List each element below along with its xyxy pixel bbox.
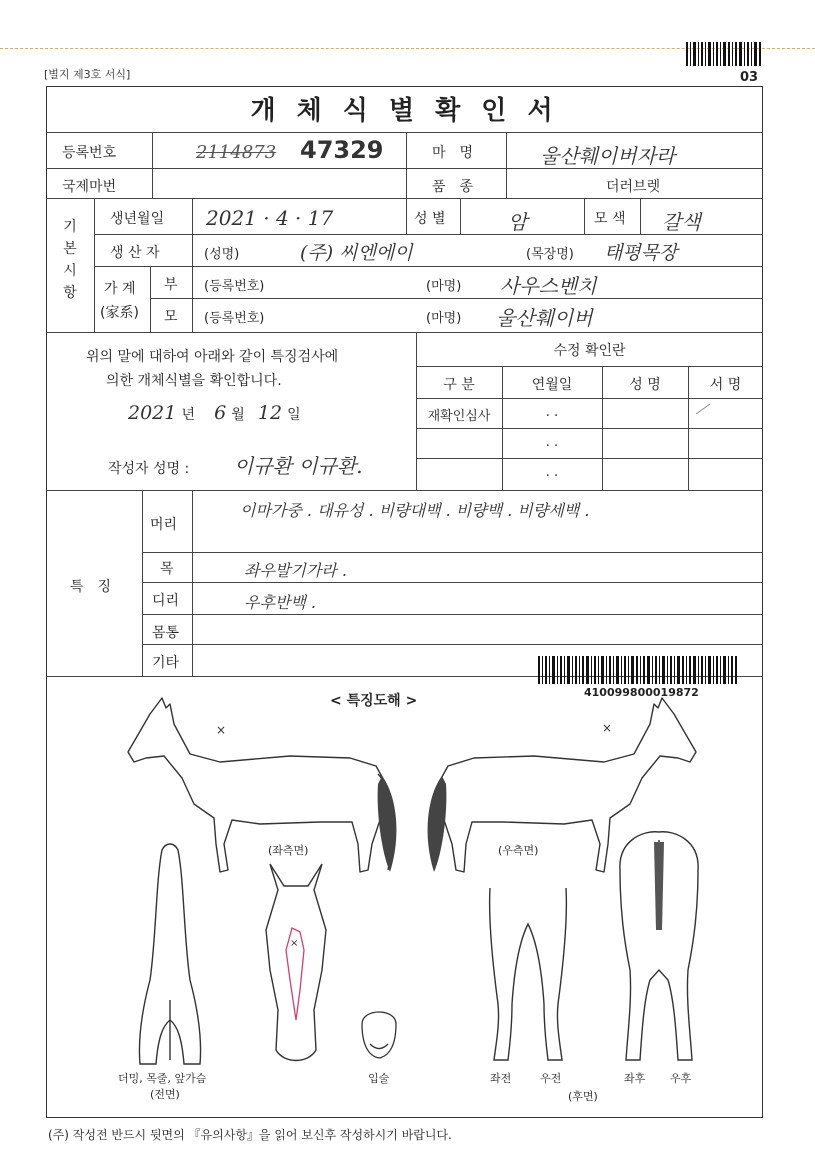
birth-label: 생년월일 [110,211,165,227]
divider [506,132,507,198]
diagram-title: < 특징도해 > [330,693,418,709]
svg-text:×: × [290,938,299,949]
feature-neck-label: 목 [160,561,174,577]
features-section-label: 특 징 [70,579,112,595]
divider [406,132,407,198]
date-day-unit: 일 [287,407,301,423]
divider [46,132,763,133]
divider [192,198,193,266]
divider [94,198,95,332]
divider [46,198,763,199]
divider [142,582,763,583]
item-barcode [538,656,738,684]
footer-note: (주) 작성전 반드시 뒷면의 『유의사항』을 읽어 보신후 작성하시기 바랍니다. [48,1128,452,1142]
writer-label: 작성자 성명 : [108,461,190,477]
pedigree-hanja: (家系) [100,305,139,321]
revision-row-date: . . [545,405,559,420]
date-year: 2021 [128,402,177,424]
farm-label: (목장명) [526,247,574,262]
horse-lips-diagram [356,1004,402,1064]
front-caption: 더밍, 목줄, 앞가슴 [118,1072,207,1085]
sire-name-value: 사우스벤치 [500,274,597,298]
horse-name-label: 마 명 [432,145,474,161]
revision-sign-mark [694,402,714,416]
feature-body-label: 몸통 [152,625,180,641]
revision-row-date: . . [545,435,559,450]
revision-row-date: . . [545,465,559,480]
confirmation-date [128,402,301,424]
divider [94,266,763,267]
lips-caption: 입술 [368,1072,390,1085]
divider [46,332,763,333]
divider [584,198,585,234]
producer-label: 생 산 자 [110,245,160,261]
date-year-unit: 년 [181,407,195,423]
horse-front-legs-diagram [484,884,574,1064]
sex-label: 성 별 [414,211,446,227]
revision-col-name: 성 명 [629,377,661,393]
dam-name-label: (마명) [426,311,462,326]
divider [152,132,153,198]
front-left-caption: 좌전 [490,1072,512,1085]
statement-line-1: 위의 말에 대하여 아래와 같이 특징검사에 [86,349,339,365]
birth-value: 2021 · 4 · 17 [206,206,334,230]
revision-row-type: 재확인심사 [427,409,491,424]
breed-value: 더러브렛 [606,179,661,195]
farm-value: 태평목장 [604,242,678,264]
date-month-unit: 월 [231,407,245,423]
hind-left-caption: 좌후 [624,1072,646,1085]
horse-rear-diagram [614,830,704,1064]
top-barcode [686,42,762,66]
divider [192,266,193,332]
divider [416,398,763,399]
divider [142,644,763,645]
basic-section-label: 기 본 시 항 [63,219,77,301]
divider [192,490,193,676]
sire-reg-label: (등록번호) [204,279,265,294]
divider [142,490,143,676]
divider [416,428,763,429]
writer-value: 이규환 이규환. [234,454,363,478]
producer-name-value: (주) 씨엔에이 [300,242,413,264]
divider [46,490,763,491]
reg-no-value: 47329 [300,136,384,164]
color-label: 모 색 [594,211,626,227]
horse-head-front-diagram [256,860,336,1070]
date-day: 12 [257,402,283,424]
statement-line-2: 의한 개체식별을 확인합니다. [106,373,282,389]
revision-col-sign: 서 명 [709,377,742,393]
divider [142,614,763,615]
feature-other-label: 기타 [152,655,180,671]
date-month: 6 [214,402,227,424]
feature-head-label: 머리 [150,517,178,533]
divider [460,198,461,234]
feature-legs-value: 우후반백 . [244,593,316,612]
divider [416,458,763,459]
revision-col-date: 연월일 [531,377,573,393]
svg-text:×: × [602,721,613,735]
divider [142,552,763,553]
right-side-caption: (우측면) [498,844,539,857]
reg-no-label: 등록번호 [62,145,117,161]
feature-head-value: 이마가중 . 대유성 . 비량대백 . 비량백 . 비량세백 . [240,501,590,520]
feature-neck-value: 좌우발기가라 . [244,561,347,580]
feature-legs-label: 디리 [152,593,180,609]
front-sub-caption: (전면) [150,1088,180,1101]
page-number: 03 [740,70,759,85]
revision-title: 수정 확인란 [553,343,626,359]
horse-name-value: 울산훼이버자라 [540,144,676,168]
dam-name-value: 울산훼이버 [496,306,593,330]
horse-front-chest-diagram [126,840,216,1070]
document-title: 개 체 식 별 확 인 서 [250,96,559,126]
svg-text:×: × [216,723,227,737]
sex-value: 암 [508,210,528,234]
color-value: 갈색 [662,210,701,234]
divider [640,198,641,234]
dam-label: 모 [164,309,178,325]
divider [150,298,763,299]
divider [406,198,407,234]
barcode-number: 410099800019872 [584,686,699,699]
breed-label: 품 종 [432,179,474,195]
front-right-caption: 우전 [540,1072,562,1085]
dam-reg-label: (등록번호) [204,311,265,326]
producer-name-label: (성명) [204,247,240,262]
divider [416,366,763,367]
pedigree-label: 가 계 [104,281,136,297]
sire-label: 부 [164,277,178,293]
revision-col-type: 구 분 [443,377,475,393]
intl-no-label: 국제마번 [62,179,117,195]
sire-name-label: (마명) [426,279,462,294]
divider [150,266,151,332]
hind-right-caption: 우후 [670,1072,692,1085]
reg-no-struck: 2114873 [196,142,277,163]
left-side-caption: (좌측면) [268,844,309,857]
form-label: [별지 제3호 서식] [44,68,131,81]
rear-caption: (후면) [568,1090,598,1103]
